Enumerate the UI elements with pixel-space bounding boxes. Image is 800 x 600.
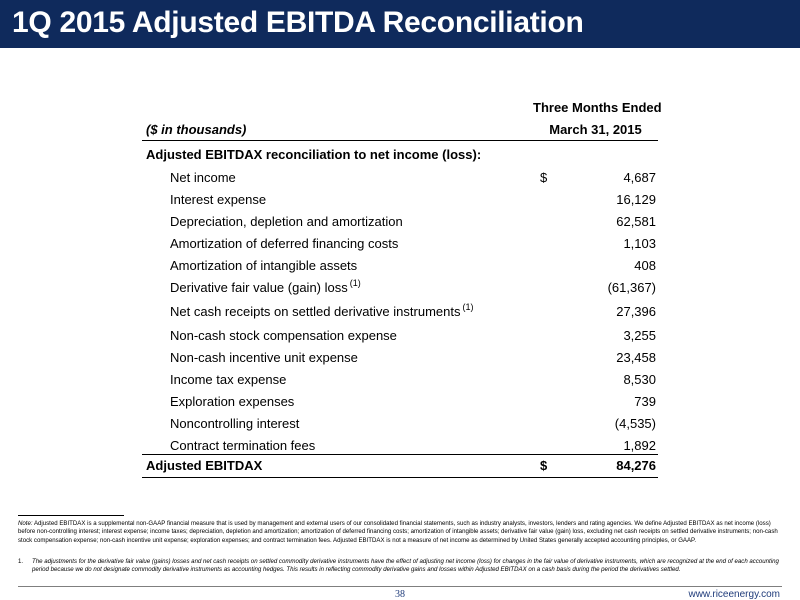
total-rule-top — [142, 454, 658, 455]
row-value: 62,581 — [616, 214, 656, 229]
row-label: Net cash receipts on settled derivative instruments $^{(1)}$ — [170, 302, 474, 319]
footnote-text: The adjustments for the derivative fair value (gains) losses and net cash receipts on settled commodity derivative instruments have the effect of adjusting net income (loss) for changes in the fair value of derivative instruments, which are recognized at the end of each accounting period because we do not designate commodity derivative instruments as accounting hedges. This results in reflecting commodity derivative gains and losses within Adjusted EBITDAX on a cash basis during the period the derivatives settled. — [32, 558, 779, 574]
total-row — [142, 458, 658, 478]
table-row — [142, 413, 658, 435]
table-row — [142, 325, 658, 347]
row-label: Non-cash stock compensation expense — [170, 328, 397, 343]
currency-symbol: $ — [540, 170, 548, 185]
page-number: 38 — [395, 589, 405, 600]
note-text: Note: Adjusted EBITDAX is a supplemental non-GAAP financial measure that is used by management and external users of our consolidated financial statements, such as industry analysts, investors, lenders and rating agencies. We define Adjusted EBITDAX as net income (loss) before non-controlling interest; interest expense; income taxes; depreciation, depletion and amortization; amortization of deferred financing costs; amortization of intangible assets; derivative fair value (gain) loss, excluding net cash receipts on settled derivative instruments; non-cash stock compensation expense; non-cash incentive unit expense; exploration expenses; and contract termination fees. Adjusted EBITDAX is not a measure of net income as determined by United States generally accepted accounting principles, or GAAP. — [18, 520, 778, 544]
row-value: 16,129 — [616, 192, 656, 207]
row-label: Interest expense — [170, 192, 267, 207]
footnote-number: 1. — [18, 558, 24, 565]
table-row — [142, 189, 658, 211]
table-row — [142, 211, 658, 233]
row-value: 8,530 — [623, 372, 656, 387]
row-value: 739 — [634, 394, 656, 409]
row-label: Depreciation, depletion and amortization — [170, 214, 403, 229]
row-value: 3,255 — [623, 328, 656, 343]
row-label: Contract termination fees — [170, 438, 316, 453]
table-row — [142, 369, 658, 391]
note-prefix: Note: — [18, 520, 33, 527]
row-value: (4,535) — [614, 416, 656, 431]
footnote-marker: (1) — [349, 278, 361, 288]
date-header: March 31, 2015 — [549, 122, 642, 137]
row-label: Amortization of intangible assets — [170, 258, 358, 273]
units-header: ($ in thousands) — [146, 122, 247, 137]
footnote-rule — [18, 515, 124, 516]
row-label: Derivative fair value (gain) loss $^{(1)}$ — [170, 278, 361, 295]
row-value: 4,687 — [623, 170, 656, 185]
currency-symbol: $ — [540, 458, 548, 473]
footer-rule — [18, 586, 782, 587]
table-row — [142, 391, 658, 413]
row-value: 23,458 — [616, 350, 656, 365]
footnote-marker: (1) — [462, 302, 474, 312]
row-value: 408 — [634, 258, 656, 273]
footnote-1 — [18, 558, 782, 575]
total-rule-bottom — [142, 477, 658, 478]
row-label: Amortization of deferred financing costs — [170, 236, 399, 251]
section-label: Adjusted EBITDAX reconciliation to net income (loss): — [146, 147, 482, 162]
period-header: Three Months Ended — [533, 100, 662, 115]
row-value: 1,103 — [623, 236, 656, 251]
table-row — [142, 167, 658, 189]
row-label: Noncontrolling interest — [170, 416, 300, 431]
table-row — [142, 301, 658, 323]
row-value: (61,367) — [607, 280, 656, 295]
row-value: 1,892 — [623, 438, 656, 453]
total-value: 84,276 — [616, 458, 656, 473]
row-label: Exploration expenses — [170, 394, 295, 409]
row-label: Non-cash incentive unit expense — [170, 350, 358, 365]
row-label: Income tax expense — [170, 372, 287, 387]
header-rule — [142, 140, 658, 141]
title-bar — [0, 0, 800, 48]
row-label: Net income — [170, 170, 236, 185]
table-row — [142, 255, 658, 277]
total-label: Adjusted EBITDAX — [146, 458, 263, 473]
website-link[interactable]: www.riceenergy.com — [688, 589, 780, 600]
table-row — [142, 347, 658, 369]
page-title: 1Q 2015 Adjusted EBITDA Reconciliation — [12, 6, 584, 39]
row-value: 27,396 — [616, 304, 656, 319]
table-row — [142, 233, 658, 255]
table-row — [142, 277, 658, 299]
